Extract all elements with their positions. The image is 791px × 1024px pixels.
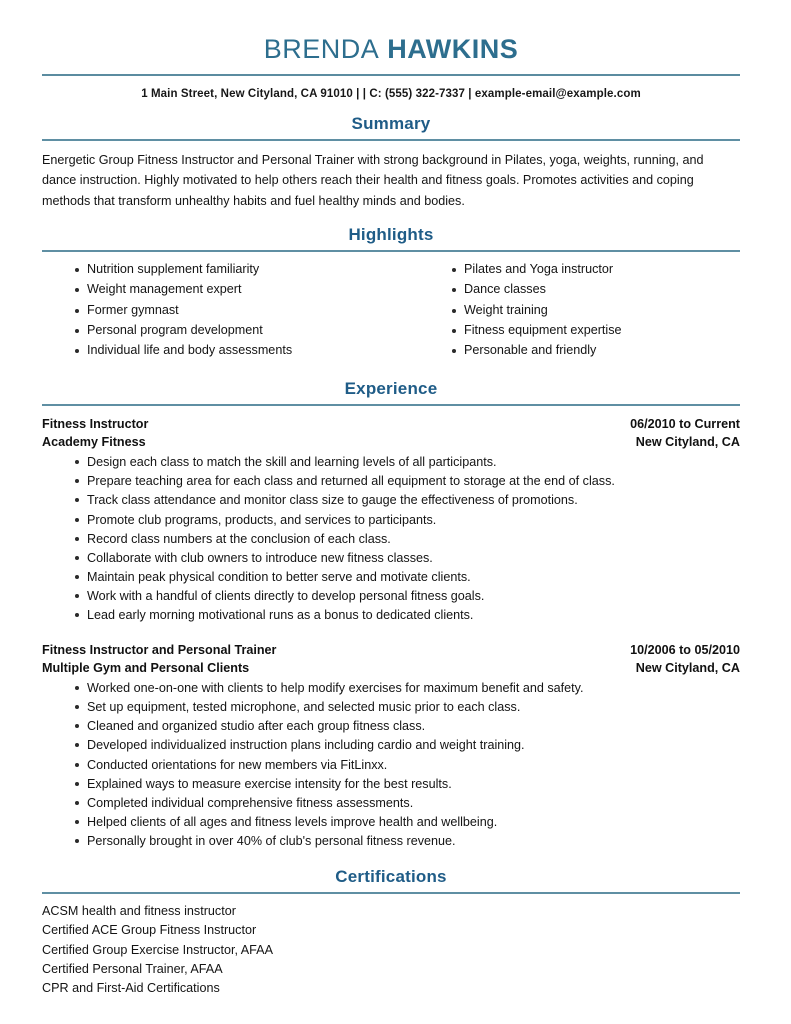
list-item: Completed individual comprehensive fitness assessments. — [42, 794, 740, 812]
list-item: Prepare teaching area for each class and returned all equipment to storage at the end of class. — [42, 472, 740, 490]
list-item: Set up equipment, tested microphone, and selected music prior to each class. — [42, 698, 740, 716]
list-item: Individual life and body assessments — [42, 342, 391, 359]
job-title-row — [42, 416, 740, 434]
first-name: BRENDA — [263, 34, 380, 64]
list-item: Dance classes — [419, 281, 740, 298]
experience-job-2 — [42, 642, 740, 850]
list-item: Maintain peak physical condition to better serve and motivate clients. — [42, 568, 740, 586]
job-location: New Cityland, CA — [635, 435, 740, 450]
list-item: Personable and friendly — [419, 342, 740, 359]
list-item: Conducted orientations for new members via FitLinxx. — [42, 756, 740, 774]
highlights-left-column — [42, 261, 391, 362]
list-item: Weight management expert — [42, 281, 391, 298]
list-item: Record class numbers at the conclusion of each class. — [42, 530, 740, 548]
list-item: Personal program development — [42, 322, 391, 339]
list-item: Helped clients of all ages and fitness levels improve health and wellbeing. — [42, 813, 740, 831]
job-dates: 10/2006 to 05/2010 — [630, 643, 740, 658]
section-title-certifications: Certifications — [335, 867, 447, 887]
list-item: Fitness equipment expertise — [419, 322, 740, 339]
job-location: New Cityland, CA — [635, 661, 740, 676]
list-item: Explained ways to measure exercise intensity for the best results. — [42, 775, 740, 793]
highlights-left-list — [42, 261, 391, 359]
list-item: Pilates and Yoga instructor — [419, 261, 740, 278]
candidate-name — [42, 30, 740, 65]
job-title: Fitness Instructor and Personal Trainer — [42, 643, 277, 658]
list-item: Worked one-on-one with clients to help modify exercises for maximum benefit and safety. — [42, 679, 740, 697]
certifications-list — [42, 902, 740, 998]
job-title-row — [42, 642, 740, 660]
job-bullet-list — [42, 679, 740, 850]
last-name: HAWKINS — [387, 34, 519, 64]
highlights-right-list — [419, 261, 740, 359]
list-item: Certified Personal Trainer, AFAA — [42, 961, 223, 976]
list-item: Track class attendance and monitor class size to gauge the effectiveness of promotions. — [42, 491, 740, 509]
summary-divider — [42, 139, 740, 141]
list-item: Weight training — [419, 302, 740, 319]
section-title-highlights: Highlights — [348, 225, 434, 245]
contact-line: 1 Main Street, New Cityland, CA 91010 | | C: (555) 322-7337 | example-email@example.com — [141, 88, 641, 101]
summary-text: Energetic Group Fitness Instructor and Personal Trainer with strong background in Pilates, yoga, weights, running, and dance instruction. Highly motivated to help others reach their health and fitness goals. Promotes activities and coping methods that transform unhealthy habits and fuel healthy minds and bodies. — [42, 153, 704, 208]
section-title-experience: Experience — [344, 379, 438, 399]
list-item: Cleaned and organized studio after each group fitness class. — [42, 717, 740, 735]
list-item: Promote club programs, products, and services to participants. — [42, 511, 740, 529]
list-item: ACSM health and fitness instructor — [42, 904, 236, 919]
highlights-right-column — [391, 261, 740, 362]
header-divider — [42, 74, 740, 76]
highlights-columns — [42, 261, 740, 362]
list-item: Nutrition supplement familiarity — [42, 261, 391, 278]
list-item: Certified ACE Group Fitness Instructor — [42, 923, 257, 938]
experience-divider — [42, 404, 740, 406]
job-bullet-list — [42, 453, 740, 624]
job-dates: 06/2010 to Current — [630, 417, 740, 432]
section-title-summary: Summary — [351, 114, 431, 134]
certifications-divider — [42, 892, 740, 894]
job-company: Multiple Gym and Personal Clients — [42, 661, 250, 676]
job-company: Academy Fitness — [42, 435, 146, 450]
list-item: Work with a handful of clients directly to develop personal fitness goals. — [42, 587, 740, 605]
job-title: Fitness Instructor — [42, 417, 149, 432]
list-item: Developed individualized instruction plans including cardio and weight training. — [42, 736, 740, 754]
experience-job-1 — [42, 416, 740, 624]
list-item: Personally brought in over 40% of club's personal fitness revenue. — [42, 832, 740, 850]
job-company-row — [42, 660, 740, 678]
list-item: Certified Group Exercise Instructor, AFAA — [42, 942, 273, 957]
highlights-divider — [42, 250, 740, 252]
list-item: Former gymnast — [42, 302, 391, 319]
list-item: Design each class to match the skill and learning levels of all participants. — [42, 453, 740, 471]
list-item: Lead early morning motivational runs as a bonus to dedicated clients. — [42, 606, 740, 624]
list-item: CPR and First-Aid Certifications — [42, 980, 220, 995]
job-company-row — [42, 434, 740, 452]
list-item: Collaborate with club owners to introduce new fitness classes. — [42, 549, 740, 567]
